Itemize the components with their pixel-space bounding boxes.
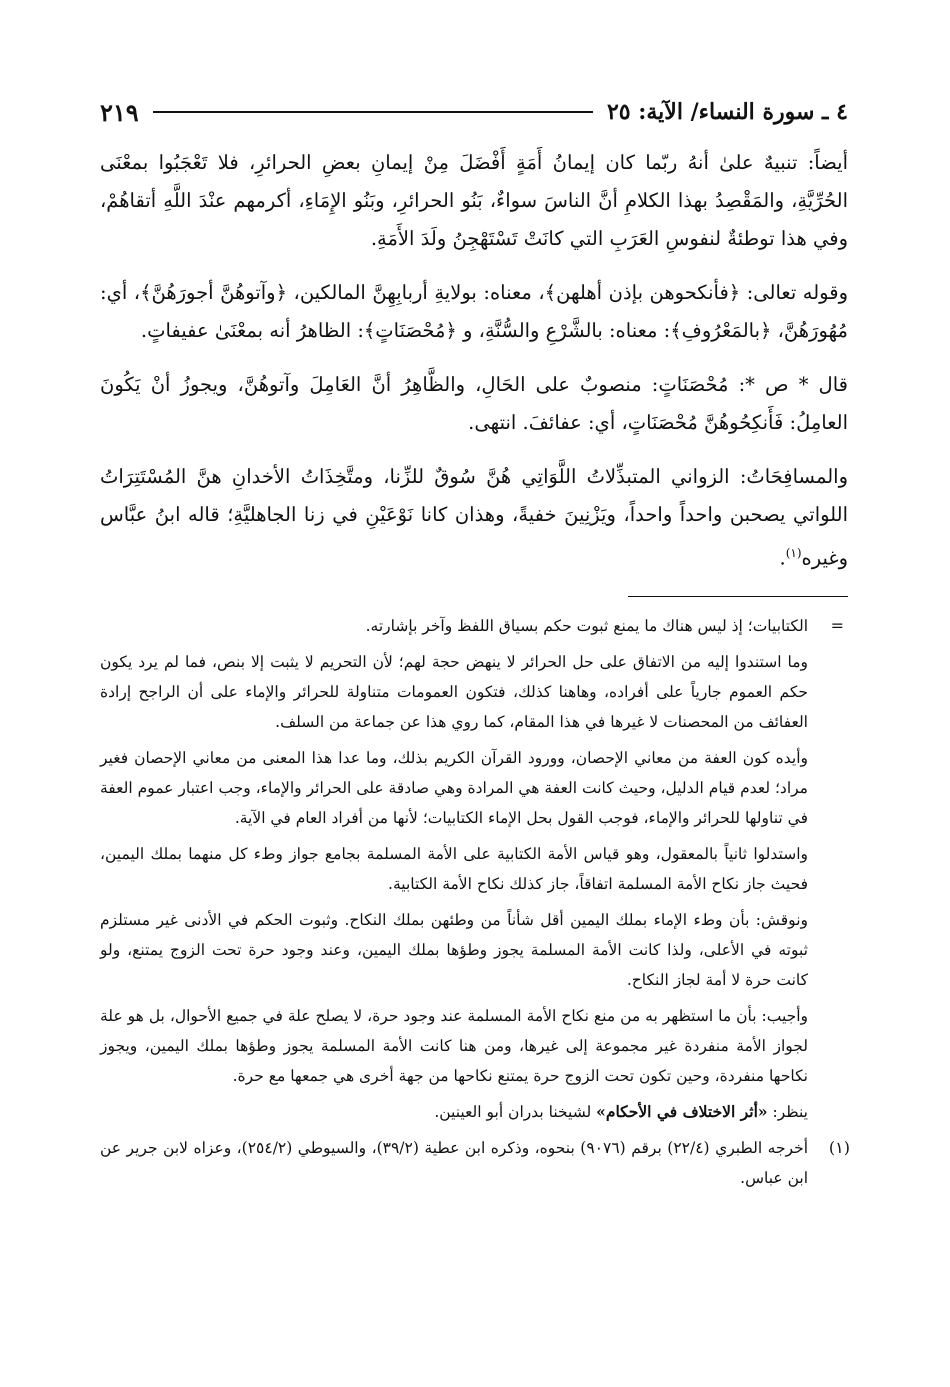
paragraph: وقوله تعالى: ﴿فأنكحوهن بإذن أهلهن﴾، معناه: بولايةِ أربابِهِنَّ المالكين، ﴿وآتوهُنَّ أجورَهُنَّ﴾، أي: مُهُورَهُنَّ، ﴿بالمَعْرُوفِ﴾: معناه: بالشَّرْعِ والسُّنَّةِ، و ﴿مُحْصَنَاتٍ﴾: الظاهرُ أنه بمعْنَىٰ عفيفاتٍ. — [100, 281, 848, 342]
paragraph-end: . — [779, 546, 786, 570]
footnote-ref[interactable]: (١) — [785, 546, 802, 560]
paragraph — [100, 458, 848, 578]
footnote-paragraph: وما استندوا إليه من الاتفاق على حل الحرائر لا ينهض حجة لهم؛ لأن التحريم لا يثبت إلا بنص، فما لم يرد يكون حكم العموم جارياً على أفراده، وهاهنا كذلك، فتكون العمومات متناولة للحرائر والإماء على أن الراجح إرادة العفائف من المحصنات لا غيرها في هذا المقام، كما روي هذا عن جماعة من السلف. — [100, 652, 808, 731]
footnote-number: (١) — [828, 1137, 850, 1157]
ref-prefix: ينظر: — [767, 1102, 808, 1121]
page-number: ٢١٩ — [100, 97, 139, 127]
footnote-paragraph — [100, 611, 848, 641]
continuation-mark: = — [830, 615, 844, 635]
paragraph-text: والمسافِحَاتُ: الزواني المتبذِّلاتُ اللَّوَاتِي هُنَّ سُوقٌ للزِّنا، ومتَّخِذَاتُ الأخدانِ هنَّ المُسْتَتِرَاتُ اللواتي يصحبن واحداً واحداً، ويَزْنِينَ خفيةً، وهذان كانا نَوْعَيْنِ في زنا الجاهليَّةِ؛ قاله ابنُ عبَّاس وغيره — [100, 465, 848, 570]
footnote-1 — [100, 1133, 848, 1193]
footnote-paragraph: وأيده كون العفة من معاني الإحصان، وورود القرآن الكريم بذلك، وما عدا هذا المعنى من معاني الإحصان فغير مراد؛ لعدم قيام الدليل، وحيث كانت العفة هي المرادة وهي صادقة على الحرائر والإماء، وجب اعتبار عموم العفة في تناولها للحرائر والإماء، فوجب القول بحل الإماء الكتابيات؛ لأنها من أفراد العام في الآية. — [100, 748, 808, 827]
paragraph: أيضاً: تنبيهٌ علىٰ أنهُ ربّما كان إيمانُ أَمَةٍ أَفْضَلَ مِنْ إيمانِ بعضِ الحرائرِ، فلا تَعْجَبُوا بمعْنَى الحُرِّيَّةِ، والمَقْصِدُ بهذا الكلامِ أنَّ الناسَ سواءٌ، بَنُو الحرائرِ، وبَنُو الإِمَاءِ، أكرمهم عنْدَ اللَّهِ أتقاهُمْ، وفي هذا توطئةٌ لنفوسِ العَرَبِ التي كانَتْ تَسْتَهْجِنُ ولَدَ الأَمَةِ. — [100, 151, 848, 250]
footnote-text: الكتابيات؛ إذ ليس هناك ما يمنع ثبوت حكم بسياق اللفظ وآخر بإشارته. — [365, 616, 808, 635]
ref-book-title: «أثر الاختلاف في الأحكام» — [596, 1101, 768, 1121]
footnote-paragraph: وأجيب: بأن ما استظهر به من منع نكاح الأمة المسلمة عند وجود حرة، لا يصلح علة في جميع الأحوال، بل هو علة لجواز الأمة منفردة غير مجموعة إلى غيرها، ومن هنا كانت الأمة المسلمة يجوز وطؤها بملك اليمين، ويجوز نكاحها منفردة، وحين تكون تحت الزوج حرة يمتنع نكاحها من جهة أخرى هي جمعها مع حرة. — [100, 1006, 808, 1085]
footnote-paragraph: ونوقش: بأن وطء الإماء بملك اليمين أقل شأناً من وطئهن بملك النكاح. وثبوت الحكم في الأدنى غير مستلزم ثبوته في الأعلى، ولذا كانت الأمة المسلمة يجوز وطؤها بملك اليمين، وعند وجود حرة تحت الزوج يمتنع، ولو كانت حرة لا أمة لجاز النكاح. — [100, 910, 808, 989]
footnote-reference — [100, 1097, 848, 1127]
footnote-paragraph: واستدلوا ثانياً بالمعقول، وهو قياس الأمة الكتابية على الأمة المسلمة بجامع جواز وطء كل منهما بملك اليمين، فحيث جاز نكاح الأمة المسلمة اتفاقاً، جاز كذلك نكاح الأمة الكتابية. — [100, 844, 808, 893]
footnote-divider — [628, 596, 848, 597]
ref-suffix: لشيخنا بدران أبو العينين. — [434, 1102, 597, 1121]
footnote-1-text: أخرجه الطبري (٢٢/٤) برقم (٩٠٧٦) بنحوه، وذكره ابن عطية (٣٩/٢)، والسيوطي (٢٥٤/٢)، وعزاه لابن جرير عن ابن عباس. — [100, 1138, 808, 1187]
footnotes — [100, 611, 848, 1193]
header-title: ٤ ـ سورة النساء/ الآية: ٢٥ — [606, 99, 848, 125]
header-rule — [153, 111, 593, 113]
main-text — [100, 144, 848, 578]
paragraph: قال * ص *: مُحْصَنَاتٍ: منصوبٌ على الحَالِ، والظَّاهِرُ أنَّ العَامِلَ وآتوهُنَّ، ويجوزُ أنْ يَكُونَ العامِلُ: فَأَنكِحُوهُنَّ مُحْصَنَاتٍ، أي: عفائفَ. انتهى. — [100, 373, 848, 434]
running-header — [100, 92, 848, 132]
page — [100, 92, 848, 1199]
